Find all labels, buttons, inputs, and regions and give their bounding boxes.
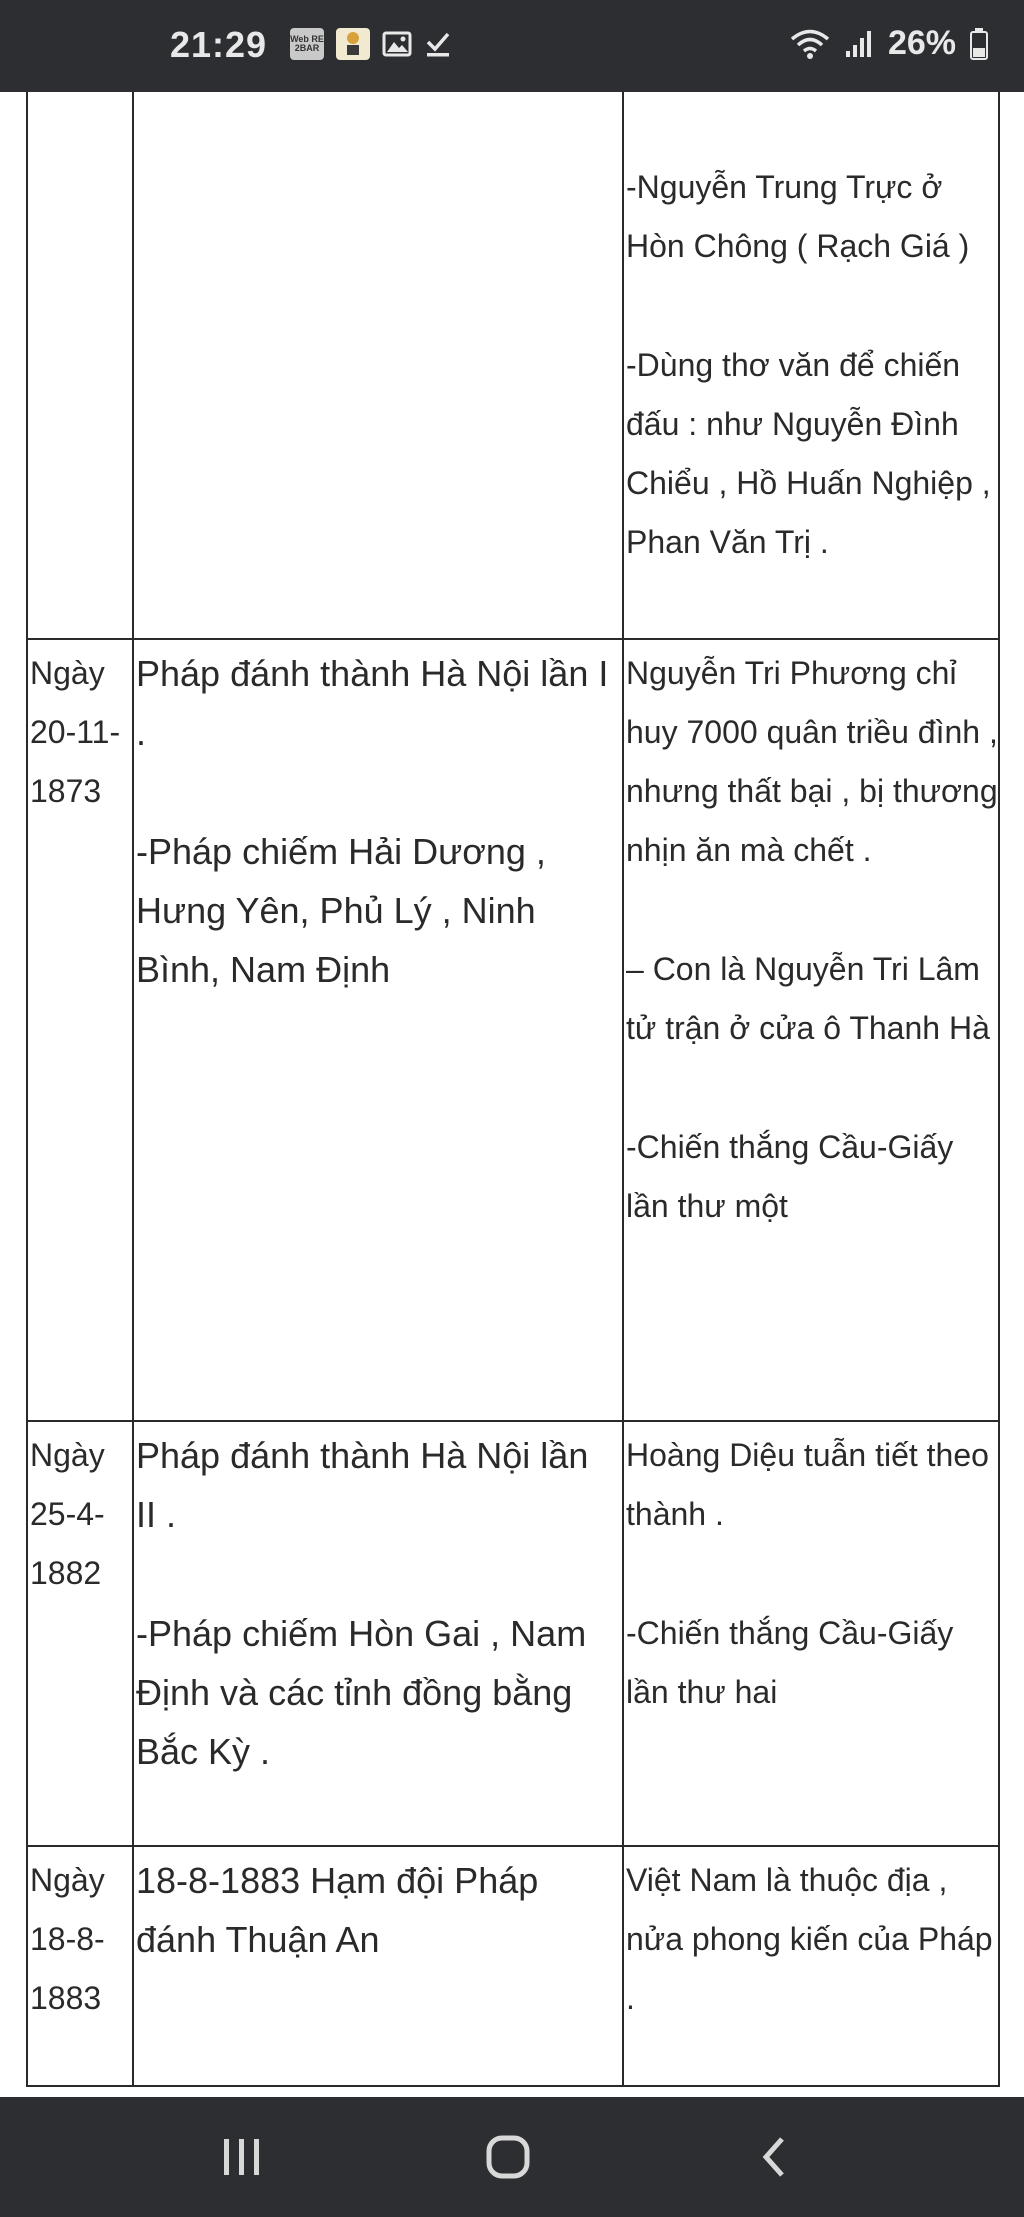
home-icon[interactable]	[478, 2131, 538, 2183]
table-border	[132, 92, 134, 2087]
table-cell-result	[626, 644, 998, 1236]
system-indicators	[790, 24, 988, 63]
table-cell-date	[30, 644, 130, 821]
table-cell-event	[136, 1426, 616, 1781]
cell-paragraph: Nguyễn Tri Phương chỉ huy 7000 quân triều đình , nhưng thất bại , bị thương nhịn ăn mà chết .	[626, 655, 998, 868]
battery-icon	[970, 28, 988, 60]
history-table	[26, 92, 1000, 2087]
status-bar	[0, 0, 1024, 92]
table-border	[998, 92, 1000, 2087]
table-cell-result	[626, 158, 998, 572]
table-cell-result	[626, 1426, 998, 1722]
download-check-icon	[424, 30, 452, 58]
web-content[interactable]	[0, 92, 1024, 2097]
table-border	[622, 92, 624, 2087]
cell-paragraph: -Dùng thơ văn để chiến đấu : như Nguyễn Đình Chiểu , Hồ Huấn Nghiệp , Phan Văn Trị .	[626, 347, 991, 560]
cell-paragraph: -Chiến thắng Cầu-Giấy lần thư hai	[626, 1615, 954, 1710]
cell-paragraph: Việt Nam là thuộc địa , nửa phong kiến của Pháp .	[626, 1862, 993, 2016]
cell-paragraph: -Pháp chiếm Hải Dương , Hưng Yên, Phủ Lý , Ninh Bình, Nam Định	[136, 831, 546, 990]
navigation-bar	[0, 2097, 1024, 2217]
table-cell-date	[30, 1851, 130, 2028]
cell-paragraph: -Chiến thắng Cầu-Giấy lần thư một	[626, 1129, 954, 1224]
recent-apps-icon[interactable]	[212, 2131, 272, 2183]
table-border	[26, 92, 28, 2087]
cell-paragraph: – Con là Nguyễn Tri Lâm tử trận ở cửa ô Thanh Hà	[626, 951, 990, 1046]
cell-paragraph: Ngày 18-8-1883	[30, 1862, 105, 2016]
cell-paragraph: Pháp đánh thành Hà Nội lần II .	[136, 1435, 589, 1535]
back-icon[interactable]	[744, 2131, 804, 2183]
table-cell-date	[30, 1426, 130, 1603]
clock: 21:29	[170, 24, 268, 65]
table-cell-event	[136, 644, 616, 999]
app-icon: Web RE 2BAR	[290, 28, 324, 60]
cell-paragraph: -Pháp chiếm Hòn Gai , Nam Định và các tỉnh đồng bằng Bắc Kỳ .	[136, 1613, 587, 1772]
table-cell-event	[136, 1851, 616, 1969]
cell-paragraph: -Nguyễn Trung Trực ở Hòn Chông ( Rạch Giá )	[626, 169, 970, 264]
table-cell-result	[626, 1851, 998, 2028]
table-border	[26, 1845, 1000, 1847]
table-border	[26, 638, 1000, 640]
cell-paragraph: Hoàng Diệu tuẫn tiết theo thành .	[626, 1437, 989, 1532]
cell-paragraph: Ngày 25-4-1882	[30, 1437, 105, 1591]
battery-percent: 26%	[887, 24, 956, 62]
cell-paragraph: 18-8-1883 Hạm đội Pháp đánh Thuận An	[136, 1860, 539, 1960]
table-border	[26, 1420, 1000, 1422]
wifi-icon	[790, 28, 830, 60]
cell-paragraph: Pháp đánh thành Hà Nội lần I .	[136, 653, 609, 753]
signal-icon	[844, 29, 874, 59]
cell-paragraph: Ngày 20-11-1873	[30, 655, 121, 809]
notification-icons	[290, 28, 452, 60]
table-border	[26, 2085, 1000, 2087]
image-icon	[382, 30, 412, 58]
app-icon	[336, 28, 370, 60]
